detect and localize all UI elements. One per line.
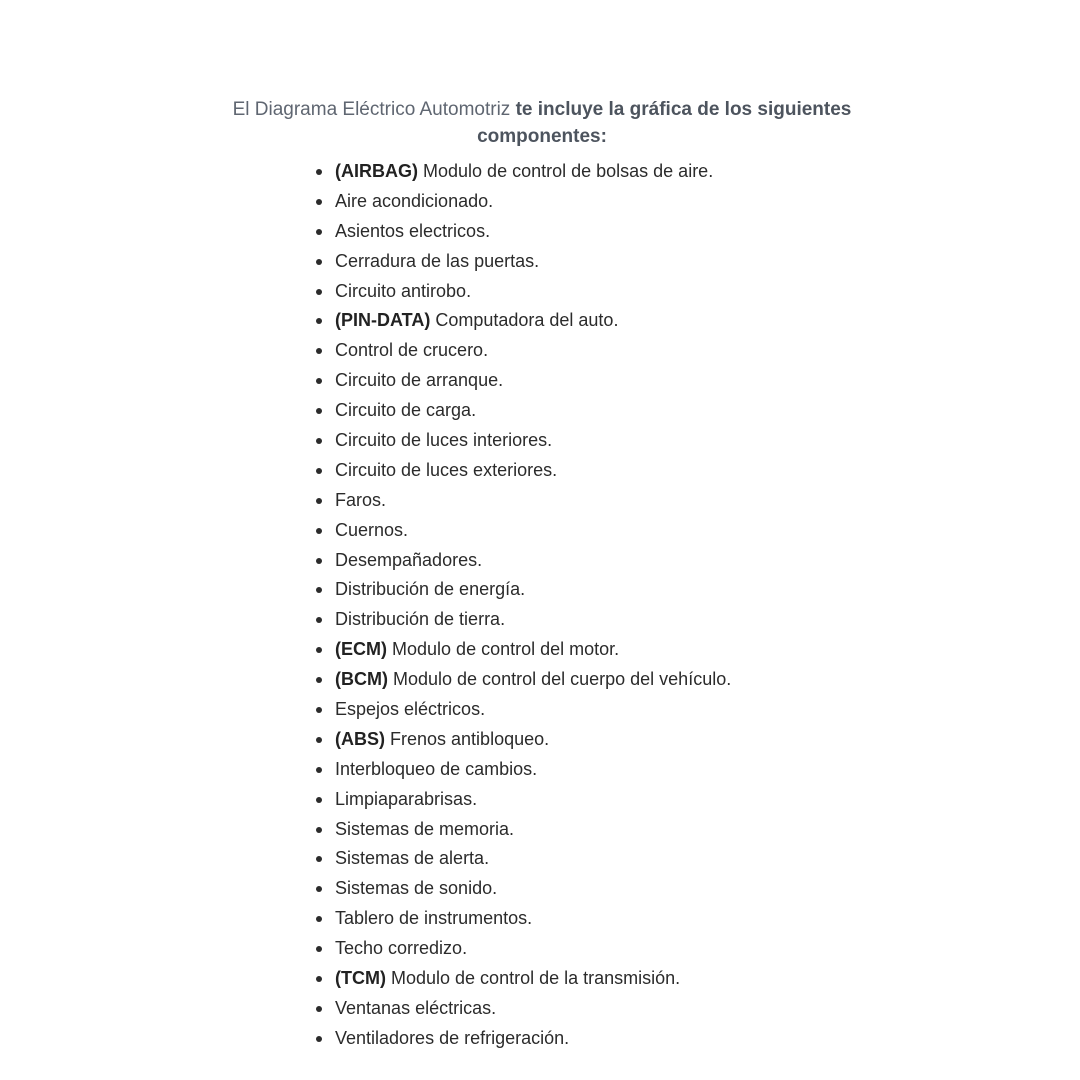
- bullet-icon: [316, 408, 322, 414]
- bullet-icon: [316, 976, 322, 982]
- component-text: Cerradura de las puertas.: [335, 250, 540, 271]
- list-item: [315, 366, 731, 396]
- list-item: [315, 157, 731, 187]
- component-text: Ventiladores de refrigeración.: [335, 1027, 570, 1048]
- bullet-icon: [316, 199, 322, 205]
- component-text: Techo corredizo.: [335, 938, 468, 959]
- component-code: (BCM): [335, 669, 388, 690]
- bullet-icon: [316, 617, 322, 623]
- component-text: Modulo de control de la transmisión.: [391, 968, 681, 989]
- list-item: [315, 516, 731, 546]
- bullet-icon: [316, 229, 322, 235]
- component-code: (ABS): [335, 728, 385, 749]
- component-text: Circuito antirobo.: [335, 280, 472, 301]
- bullet-icon: [316, 498, 322, 504]
- component-text: Aire acondicionado.: [335, 190, 494, 211]
- bullet-icon: [316, 587, 322, 593]
- component-text: Modulo de control de bolsas de aire.: [423, 161, 714, 181]
- list-item: [315, 874, 731, 904]
- bullet-icon: [316, 169, 322, 175]
- component-text: Sistemas de sonido.: [335, 878, 498, 899]
- bullet-icon: [316, 468, 322, 474]
- list-item: [315, 904, 731, 934]
- bullet-icon: [316, 289, 322, 295]
- list-item: [315, 725, 731, 755]
- list-item: [315, 187, 731, 217]
- list-item: [315, 336, 731, 366]
- component-text: Frenos antibloqueo.: [390, 728, 550, 749]
- component-text: Tablero de instrumentos.: [335, 908, 533, 929]
- bullet-icon: [316, 797, 322, 803]
- bullet-icon: [316, 827, 322, 833]
- bullet-icon: [316, 259, 322, 265]
- list-item: [315, 277, 731, 307]
- list-item: [315, 486, 731, 516]
- list-item: [315, 994, 731, 1024]
- list-item: [315, 456, 731, 486]
- components-list: [315, 157, 731, 1054]
- list-item: [315, 247, 731, 277]
- component-text: Asientos electricos.: [335, 220, 491, 241]
- component-text: Distribución de energía.: [335, 579, 526, 600]
- component-text: Sistemas de alerta.: [335, 848, 490, 869]
- list-item: [315, 1024, 731, 1054]
- component-text: Circuito de luces interiores.: [335, 430, 553, 451]
- component-text: Ventanas eléctricas.: [335, 997, 497, 1018]
- list-item: [315, 844, 731, 874]
- component-text: Circuito de carga.: [335, 400, 477, 421]
- bullet-icon: [316, 318, 322, 324]
- bullet-icon: [316, 737, 322, 743]
- list-item: [315, 546, 731, 576]
- list-item: [315, 635, 731, 665]
- intro-regular-text: El Diagrama Eléctrico Automotriz: [232, 99, 516, 120]
- bullet-icon: [316, 438, 322, 444]
- bullet-icon: [316, 1006, 322, 1012]
- list-item: [315, 306, 731, 336]
- component-text: Distribución de tierra.: [335, 609, 506, 630]
- bullet-icon: [316, 348, 322, 354]
- component-code: (PIN-DATA): [335, 310, 431, 331]
- bullet-icon: [316, 886, 322, 892]
- component-text: Sistemas de memoria.: [335, 818, 515, 839]
- component-text: Modulo de control del cuerpo del vehículo.: [393, 669, 732, 690]
- list-item: [315, 964, 731, 994]
- bullet-icon: [316, 767, 322, 773]
- list-item: [315, 396, 731, 426]
- component-text: Modulo de control del motor.: [392, 639, 620, 660]
- component-text: Faros.: [335, 489, 387, 510]
- component-text: Limpiaparabrisas.: [335, 788, 478, 809]
- bullet-icon: [316, 707, 322, 713]
- bullet-icon: [316, 528, 322, 534]
- list-item: [315, 217, 731, 247]
- bullet-icon: [316, 1036, 322, 1042]
- component-text: Desempañadores.: [335, 549, 483, 570]
- component-code: (TCM): [335, 968, 386, 989]
- intro-paragraph: [220, 96, 864, 150]
- list-item: [315, 575, 731, 605]
- bullet-icon: [316, 558, 322, 564]
- component-code: (AIRBAG): [335, 161, 418, 181]
- bullet-icon: [316, 946, 322, 952]
- component-text: Control de crucero.: [335, 340, 489, 361]
- list-item: [315, 665, 731, 695]
- list-item: [315, 934, 731, 964]
- list-item: [315, 426, 731, 456]
- component-text: Espejos eléctricos.: [335, 699, 486, 720]
- list-item: [315, 755, 731, 785]
- list-item: [315, 605, 731, 635]
- list-item: [315, 815, 731, 845]
- list-item: [315, 785, 731, 815]
- bullet-icon: [316, 856, 322, 862]
- bullet-icon: [316, 647, 322, 653]
- component-text: Cuernos.: [335, 519, 409, 540]
- component-text: Circuito de arranque.: [335, 370, 504, 391]
- component-text: Interbloqueo de cambios.: [335, 758, 538, 779]
- component-code: (ECM): [335, 639, 387, 660]
- component-text: Circuito de luces exteriores.: [335, 459, 558, 480]
- bullet-icon: [316, 378, 322, 384]
- component-text: Computadora del auto.: [435, 310, 619, 331]
- bullet-icon: [316, 677, 322, 683]
- intro-bold-text: te incluye la gráfica de los siguientes componentes:: [477, 99, 852, 147]
- bullet-icon: [316, 916, 322, 922]
- list-item: [315, 695, 731, 725]
